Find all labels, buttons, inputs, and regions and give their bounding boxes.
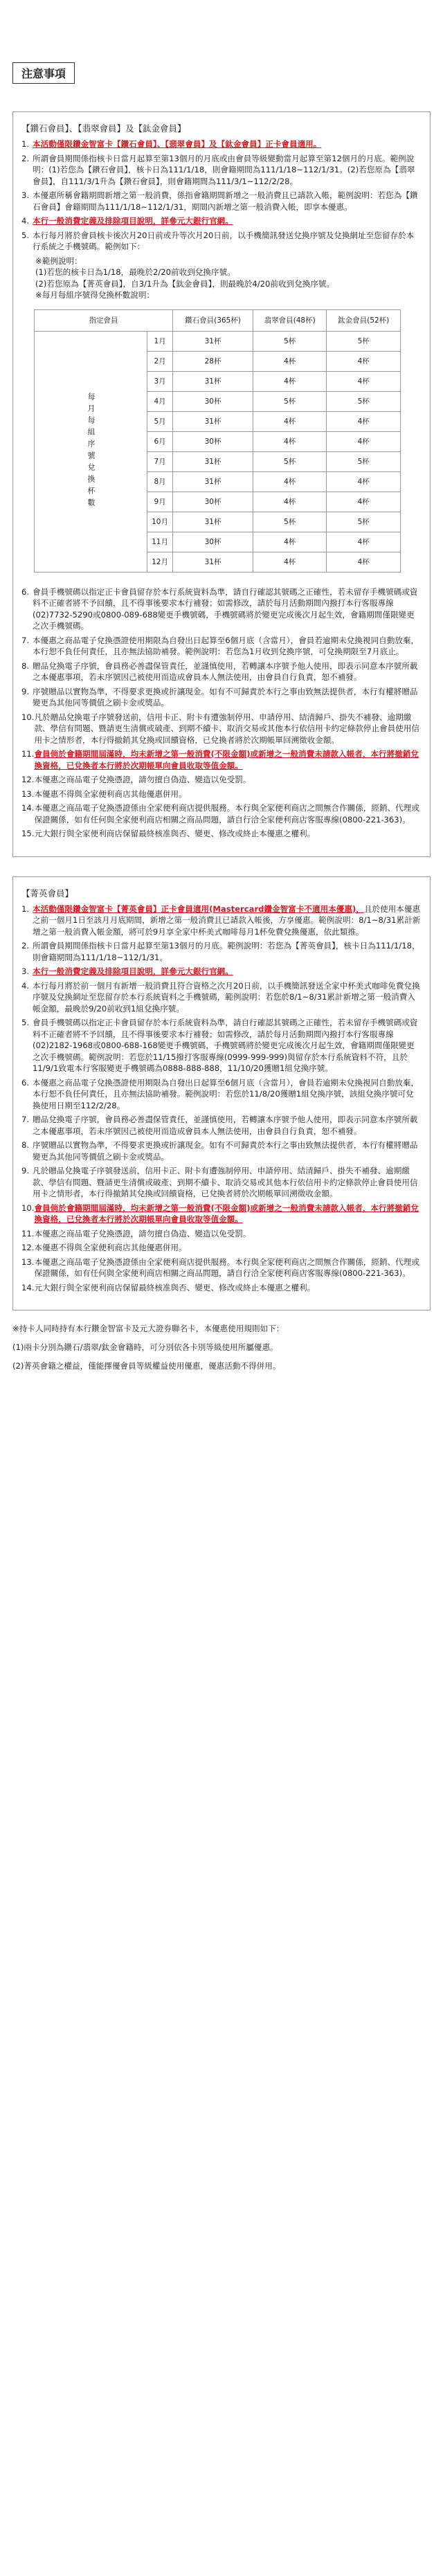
term-number: 8.: [21, 660, 30, 671]
term-number: 2.: [21, 153, 30, 163]
term-body: 所謂會員期間係指核卡日當月起算至第13個月的月底。範例說明：若您為【菁英會員】，核卡日為111/1/18，則會籍期間為111/1/18~112/1/31。: [33, 941, 420, 962]
table-header: 指定會員: [35, 309, 173, 331]
table-cell: 4杯: [327, 532, 401, 552]
term-body: 本優惠之商品電子兌換憑證使用期限為自發出日起算至6個月底（含當月），會員若逾期未兌換視同自動放棄，本行恕不負任何責任，且亦無法協助補發。範例說明：若您於11/8/20獲贈1組兌換序號，該組兌換序號可兌換使用日期至112/2/28。: [33, 1077, 419, 1110]
term-number: 10.: [21, 712, 35, 722]
term-number: 10.: [21, 1203, 35, 1213]
term-item: [21, 828, 422, 840]
footer-notes: [12, 1323, 431, 1372]
term-text: [33, 1017, 422, 1074]
term-text: [34, 712, 422, 746]
term-body: 會員手機號碼以指定正卡會員留存於本行系統資料為準，請自行確認其號碼之正確性，若未留存手機號碼或資料不正確者將不予回饋，且不得事後要求本行補發；如需修改，請於每月活動期間內撥打本行客服專線(02)7732-5290或0800-089-688變更手機號碼，手機號碼將於變更完成後次月起生效，會籍期間僅限變更之次手機號碼。: [33, 586, 418, 631]
table-cell: 9月: [147, 492, 173, 512]
term-text: [33, 1114, 422, 1137]
table-cell: 4杯: [253, 552, 327, 572]
table-cell: 5杯: [253, 512, 327, 532]
page-title: 注意事項: [12, 62, 75, 84]
term-body: 本優惠之商品電子兌換憑證，請勿擅自偽造、變造以免受罰。: [34, 775, 251, 784]
footer-item: (1)兩卡分別為鑽石/翡翠/鈦金會籍時，可分別依各卡別等級使用所屬優惠。: [12, 1342, 278, 1352]
term-number: 8.: [21, 1140, 30, 1150]
term-text: [33, 966, 422, 978]
term-number: 6.: [21, 586, 30, 597]
term-text: [33, 980, 422, 1015]
table-cell: 2月: [147, 351, 173, 371]
term-number: 14.: [21, 803, 35, 813]
term-body: 本優惠不得與全家便利商店其他優惠併用。: [34, 1243, 187, 1252]
term-number: 2.: [21, 941, 30, 951]
term-item: [21, 635, 422, 658]
term-number: 4.: [21, 980, 30, 991]
term-body: 會員手機號碼以指定正卡會員留存於本行系統資料為準，請自行確認其號碼之正確性，若未留存手機號碼或資料不正確者將不予回饋，且不得事後要求本行補發；如需修改，請於每月活動期間內撥打本行客服專線(02)2182-1968或0800-688-168變更手機號碼，手機號碼將於變更完成後次月起生效，會籍期間僅限變更之次手機號碼。範例說明：若您於11/15撥打客服專線(0999-999-999)與留存於本行系統資料不符，且於11/9/1致電本行客服變更手機號碼為0888-888-888，11/10/20獲贈1組兌換序號。: [33, 1018, 418, 1073]
table-cell: 31杯: [173, 331, 253, 351]
examples-label: ※範例說明：: [35, 255, 82, 266]
term-text: [33, 1165, 422, 1200]
term-item: [21, 1257, 422, 1279]
term-number: 12.: [21, 1243, 35, 1252]
term-text: [33, 635, 422, 658]
term-text: [34, 748, 422, 771]
term-item: [21, 138, 422, 150]
term-number: 15.: [21, 829, 35, 838]
term-number: 6.: [21, 1077, 30, 1088]
terms-list-continued: [21, 586, 422, 840]
terms-list: [21, 138, 422, 253]
term-item: [21, 1242, 422, 1254]
table-cell: 5月: [147, 411, 173, 431]
term-text: [33, 586, 422, 632]
table-header: 翡翠會員(48杯): [253, 309, 327, 331]
table-cell: 28杯: [173, 351, 253, 371]
term-highlight: 本行一般消費定義及排除項目說明，詳參元大銀行官網。: [33, 216, 233, 226]
term-body: 本行每月將於前一個月有新增一般消費且符合資格之次月20日前，以手機簡訊發送全家中杯美式咖啡免費兌換序號及兌換網址至您留存於本行系統資料之手機號碼，範例說明：若您於8/1~8/31累計新增之第一般消費入帳金額，最晚於9/20前收到1組兌換序號。: [33, 980, 420, 1014]
term-text: [34, 774, 422, 786]
term-item: [21, 789, 422, 800]
term-item: [21, 1282, 422, 1294]
table-cell: 4杯: [327, 492, 401, 512]
table-cell: 5杯: [327, 391, 401, 411]
table-cell: 7月: [147, 451, 173, 471]
footer-lead: ※持卡人同時持有本行鑽金智富卡及元大證券聯名卡，本優惠使用規則如下：: [12, 1324, 284, 1333]
term-highlight: 本活動僅限鑽金智富卡【鑽石會員】、【翡翠會員】及【鈦金會員】正卡會員適用。: [33, 139, 322, 149]
term-text: [34, 789, 422, 800]
table-cell: 4月: [147, 391, 173, 411]
term-body: 本優惠所稱會籍期間新增之第一般消費，係指會籍期間新增之一般消費且已請款入帳，範例說明：若您為【鑽石會員】會籍期間為111/1/18~112/1/31，期間內新增之第一般消費入帳，即享本優惠。: [33, 190, 418, 212]
term-highlight: 本活動僅限鑽金智富卡【菁英會員】正卡會員適用(Mastercard鑽金智富卡不適用本優惠)，: [33, 903, 364, 914]
table-cell: 4杯: [253, 411, 327, 431]
section-heading: 【鑽石會員】、【翡翠會員】及【鈦金會員】: [21, 123, 186, 134]
table-header: 鈦金會員(52杯): [327, 309, 401, 331]
term-number: 4.: [21, 216, 30, 226]
section-heading: 【菁英會員】: [21, 888, 74, 899]
table-cell: 31杯: [173, 471, 253, 492]
term-body: 本優惠之商品電子兌換憑證使用期限為自發出日起算至6個月底（含當月），會員若逾期未兌換視同自動放棄，本行恕不負任何責任，且亦無法協助補發。範例說明：若您為1月收到兌換序號，可兌換期限至7月底止。: [33, 635, 419, 656]
term-number: 1.: [21, 903, 30, 914]
section-premium-members: [12, 111, 431, 857]
term-text: [33, 230, 422, 253]
term-text: [33, 1077, 422, 1112]
table-cell: 5杯: [327, 512, 401, 532]
term-body: 元大銀行與全家便利商店保留最終核准與否、變更、修改或終止本優惠之權利。: [34, 1282, 316, 1292]
term-number: 13.: [21, 789, 35, 799]
table-header-row: [35, 309, 401, 331]
term-text: [34, 828, 422, 840]
term-item: [21, 1017, 422, 1074]
table-cell: 31杯: [173, 411, 253, 431]
table-cell: 1月: [147, 331, 173, 351]
table-cell: 30杯: [173, 492, 253, 512]
term-text: [33, 686, 422, 709]
table-cell: 4杯: [253, 431, 327, 451]
section-elite-members: [12, 876, 431, 1311]
term-item: [21, 1203, 422, 1225]
table-cell: 31杯: [173, 451, 253, 471]
table-cell: 4杯: [253, 351, 327, 371]
term-text: [34, 1257, 422, 1279]
table-cell: 5杯: [253, 331, 327, 351]
term-item: [21, 586, 422, 632]
term-text: [34, 1282, 422, 1294]
footer-item: (2)菁英會籍之權益，僅能擇優會員等級權益使用優惠，優惠活動不得併用。: [12, 1361, 281, 1371]
term-text: [34, 1228, 422, 1240]
term-item: [21, 1228, 422, 1240]
term-number: 1.: [21, 139, 30, 149]
table-header: 鑽石會員(365杯): [173, 309, 253, 331]
table-cell: 4杯: [253, 371, 327, 391]
table-cell: 10月: [147, 512, 173, 532]
terms-list: [21, 903, 422, 1294]
term-body: 凡於贈品兌換電子序號發送前，信用卡正、附卡有遭強制停用、申請停用、結清歸戶、掛失不補發、逾期繳款、學信有問題、暨請更生清償或破產、到期不續卡、取消交易或其他本行依信用卡約定條款停止會員使用信用卡之情形者，本行得撤銷其兌換或回饋資格，已兌換者將於次期帳單回溯徵收金額。: [33, 1166, 418, 1198]
table-cell: 12月: [147, 552, 173, 572]
term-body: 贈品兌換電子序號，會員務必善盡保管責任，並謹慎使用，若轉讓本序號予他人使用，即表示同意本序號所載之本優惠事項，若未序號因己被使用而造成會員本人無法使用，由會員自行負責，恕不補發。: [33, 1115, 418, 1136]
table-row: [35, 331, 401, 351]
term-item: [21, 966, 422, 978]
term-body: 本行每月將於會員核卡後次月20日前或升等次月20日前，以手機簡訊發送兌換序號及兌換網址至您留存於本行系統之手機號碼。範例如下：: [33, 230, 415, 251]
term-text: [33, 940, 422, 963]
term-number: 3.: [21, 190, 30, 200]
term-number: 12.: [21, 775, 35, 784]
term-item: [21, 153, 422, 188]
table-cell: 5杯: [253, 451, 327, 471]
term-item: [21, 230, 422, 253]
term-highlight: 本行一般消費定義及排除項目說明，詳參元大銀行官網。: [33, 966, 233, 976]
term-item: [21, 1114, 422, 1137]
term-body: 所謂會員期間係指核卡日當月起算至第13個月的月底或由會員等級變動當月起算至第12個月的月底。範例說明：(1)若您為【鑽石會員】，核卡日為111/1/18，則會籍期間為111/1/18~112/1/31。(2)若您原為【翡翠會員】，自111/3/1升為【鑽石會員】，則會籍期間為111/3/1~112/2/28。: [33, 153, 415, 186]
term-item: [21, 190, 422, 213]
term-number: 9.: [21, 686, 30, 696]
term-item: [21, 712, 422, 746]
term-text: [33, 153, 422, 188]
term-number: 7.: [21, 1115, 30, 1124]
table-cell: 30杯: [173, 532, 253, 552]
table-cell: 4杯: [327, 552, 401, 572]
table-cell: 4杯: [327, 411, 401, 431]
term-body: 序號贈品以實物為準，不得要求更換或折讓現金。如有不可歸責於本行之事由致無法提供者，本行有權將贈品變更為其他同等價值之刷卡金或獎品。: [33, 1140, 418, 1162]
term-highlight: 會員倘於會籍期間屆滿時，均未新增之第一般消費(不限金額)或新增之一般消費未請款入帳者，本行將撤銷兌換資格，已兌換者本行將於次期帳單向會員收取等值金額。: [34, 749, 419, 771]
table-cell: 30杯: [173, 391, 253, 411]
term-number: 5.: [21, 230, 30, 240]
table-cell: 4杯: [327, 471, 401, 492]
term-item: [21, 980, 422, 1015]
table-cell: 11月: [147, 532, 173, 552]
term-number: 11.: [21, 749, 35, 759]
term-item: [21, 940, 422, 963]
table-cell: 5杯: [327, 331, 401, 351]
table-cell: 31杯: [173, 371, 253, 391]
example-2: (2)若您原為【菁英會員】，自3/1升為【鈦金會員】，則最晚於4/20前收到兌換序號。: [35, 278, 335, 289]
term-body: 本優惠不得與全家便利商店其他優惠併用。: [34, 789, 187, 799]
term-highlight: 會員倘於會籍期間屆滿時，均未新增之第一般消費(不限金額)或新增之一般消費未請款入帳者，本行將撤銷兌換資格，已兌換者本行將於次期帳單向會員收取等值金額。: [34, 1203, 419, 1224]
monthly-cups-table: [34, 309, 401, 573]
term-body: 本優惠之商品電子兌換憑證，請勿擅自偽造、變造以免受罰。: [34, 1228, 251, 1239]
term-item: [21, 1165, 422, 1200]
table-cell: 5杯: [253, 391, 327, 411]
term-number: 11.: [21, 1228, 35, 1239]
term-item: [21, 215, 422, 227]
table-note: ※每月每組序號得兌換杯數說明：: [35, 290, 155, 300]
term-body: 且於使用本優惠之前一個月1日至該月月底期間，新增之第一般消費且已請款入帳後，方享優惠。範例說明：8/1~8/31累計新增之第一般消費入帳金額，將可於9月享全家中杯美式咖啡每月1杯免費兌換優惠，依此類推。: [33, 903, 421, 937]
term-body: 元大銀行與全家便利商店保留最終核准與否、變更、修改或終止本優惠之權利。: [34, 829, 316, 838]
term-body: 序號贈品以實物為準，不得要求更換或折讓現金。如有不可歸責於本行之事由致無法提供者，本行有權將贈品變更為其他同等價值之刷卡金或獎品。: [33, 686, 418, 708]
term-text: [33, 903, 422, 938]
table-cell: 4杯: [327, 371, 401, 391]
term-item: [21, 660, 422, 683]
term-text: [33, 190, 422, 213]
term-body: 本優惠之商品電子兌換憑證係由全家便利商店提供服務。本行與全家便利商店之間無合作關係，經銷、代理或保證關係，如有任何與全家便利商店相關之商品問題，請自行洽全家便利商店客服專線(0800-221-363)。: [34, 803, 419, 825]
term-item: [21, 686, 422, 709]
term-text: [34, 802, 422, 825]
table-cell: 4杯: [253, 532, 327, 552]
term-body: 凡於贈品兌換電子序號發送前，信用卡正、附卡有遭強制停用、申請停用、結清歸戶、掛失不補發、逾期繳款、學信有問題、暨請更生清償或破產、到期不續卡、取消交易或其他本行依信用卡約定條款停止會員使用信用卡之情形者，本行得撤銷其兌換或回饋資格，已兌換者將於次期帳單回溯徵收金額。: [34, 712, 419, 745]
term-text: [33, 1140, 422, 1162]
table-cell: 4杯: [327, 351, 401, 371]
table-cell: 5杯: [327, 451, 401, 471]
table-cell: 30杯: [173, 431, 253, 451]
term-item: [21, 748, 422, 771]
table-cell: 6月: [147, 431, 173, 451]
example-1: (1)若您的核卡日為1/18，最晚於2/20前收到兌換序號。: [35, 267, 235, 277]
term-number: 9.: [21, 1166, 30, 1176]
table-cell: 31杯: [173, 512, 253, 532]
term-item: [21, 802, 422, 825]
term-item: [21, 774, 422, 786]
term-item: [21, 1140, 422, 1162]
term-item: [21, 1077, 422, 1112]
term-item: [21, 903, 422, 938]
term-number: 7.: [21, 635, 30, 645]
term-text: [34, 1203, 422, 1225]
term-number: 14.: [21, 1282, 35, 1292]
term-number: 13.: [21, 1257, 35, 1267]
table-cell: 8月: [147, 471, 173, 492]
table-cell: 4杯: [253, 492, 327, 512]
term-number: 3.: [21, 966, 30, 976]
term-text: [34, 1242, 422, 1254]
term-body: 本優惠之商品電子兌換憑證係由全家便利商店提供服務。本行與全家便利商店之間無合作關係，經銷、代理或保證關係，如有任何與全家便利商店相關之商品問題，請自行洽全家便利商店客服專線(0800-221-363)。: [34, 1257, 419, 1278]
term-text: [33, 660, 422, 683]
term-number: 5.: [21, 1018, 30, 1027]
table-cell: 3月: [147, 371, 173, 391]
term-text: [33, 215, 422, 227]
table-cell: 4杯: [253, 471, 327, 492]
term-text: [33, 138, 422, 150]
term-body: 贈品兌換電子序號，會員務必善盡保管責任，並謹慎使用，若轉讓本序號予他人使用，即表示同意本序號所載之本優惠事項，若未序號因己被使用而造成會員本人無法使用，由會員自行負責，恕不補發。: [33, 660, 418, 682]
table-cell: 4杯: [327, 431, 401, 451]
table-cell: 31杯: [173, 552, 253, 572]
table-side-label: 每月每組序號兌換杯數: [35, 331, 147, 572]
